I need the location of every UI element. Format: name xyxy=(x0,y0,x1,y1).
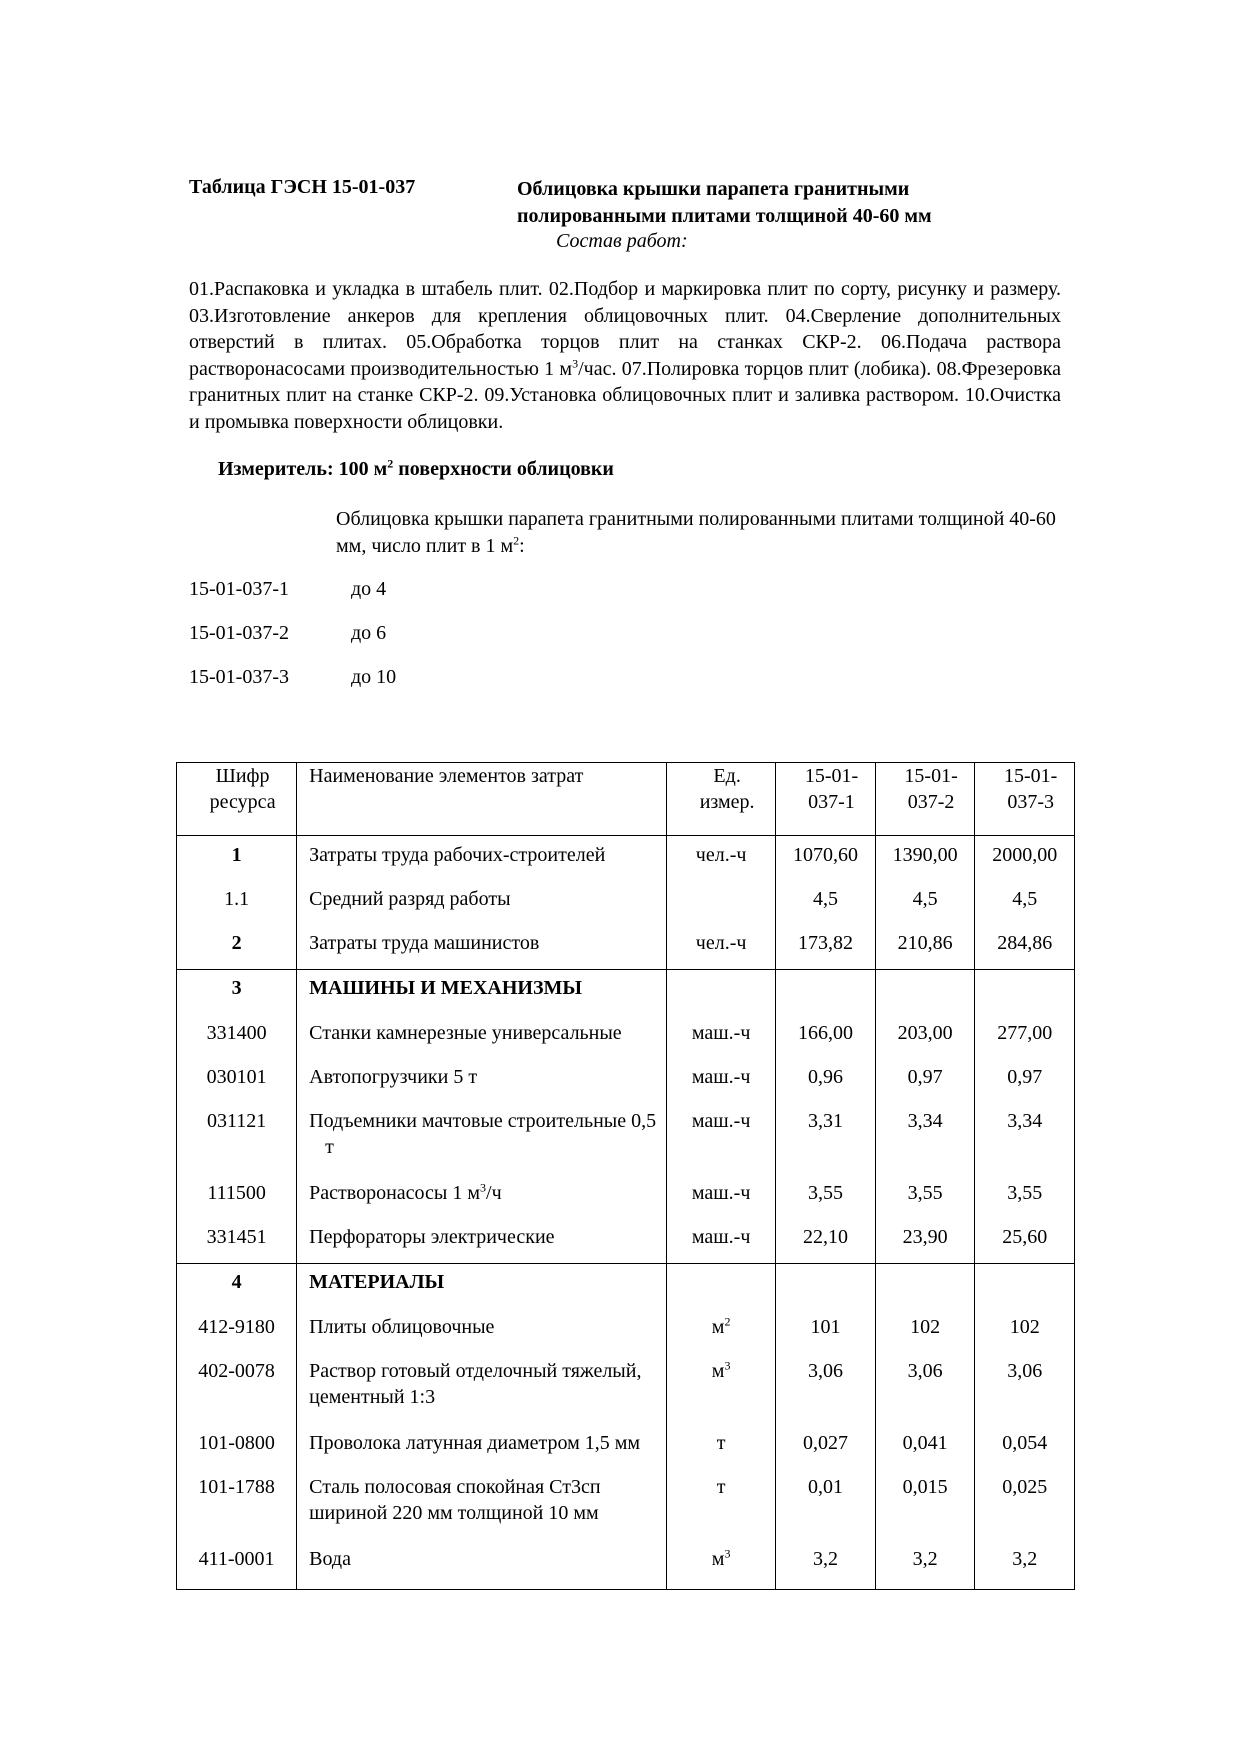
cell-name xyxy=(297,1174,667,1218)
cell-unit-text: м xyxy=(711,1547,725,1570)
cell-v1: 0,027 xyxy=(776,1424,876,1468)
cell-v1 xyxy=(776,1264,876,1308)
cell-v2 xyxy=(875,970,975,1014)
table-row xyxy=(177,880,1075,924)
meter-label: Измеритель: 100 м xyxy=(218,458,388,480)
variant-label: до 4 xyxy=(351,578,387,600)
cell-v3: 102 xyxy=(975,1308,1075,1352)
cell-v3: 0,054 xyxy=(975,1424,1075,1468)
cell-unit xyxy=(667,880,776,924)
works-text-part-b: /час. 07.Полировка торцов плит (лобика). 08.Фрезеровка гранитных плит на станке СКР-2. 09.Установка облицовочных плит и заливка раствором. 10.Очистка и промывка поверхности облицовки. xyxy=(189,357,1061,433)
title-line-1: Облицовка крышки парапета гранитными xyxy=(517,178,910,200)
cell-unit: т xyxy=(667,1468,776,1540)
cell-name: Затраты труда рабочих-строителей xyxy=(297,836,667,880)
header-name: Наименование элементов затрат xyxy=(297,763,667,836)
table-row xyxy=(177,836,1075,880)
cell-code: 030101 xyxy=(177,1058,297,1102)
cell-v3: 2000,00 xyxy=(975,836,1075,880)
resource-table xyxy=(176,762,1075,1590)
header-variant-1 xyxy=(776,763,876,836)
variant-code: 15-01-037-1 xyxy=(189,578,289,600)
table-id: Таблица ГЭСН 15-01-037 xyxy=(189,176,416,198)
cell-name-line2: шириной 220 мм толщиной 10 мм xyxy=(309,1501,599,1524)
header-v2-line1: 15-01- xyxy=(904,765,958,787)
table-row xyxy=(177,1468,1075,1540)
cell-name: МАТЕРИАЛЫ xyxy=(297,1264,667,1308)
cell-v1: 0,01 xyxy=(776,1468,876,1540)
cell-code: 412-9180 xyxy=(177,1308,297,1352)
header-code-line1: Шифр xyxy=(215,765,270,787)
table-row xyxy=(177,1352,1075,1424)
cell-name: Автопогрузчики 5 т xyxy=(297,1058,667,1102)
cell-v2 xyxy=(875,1264,975,1308)
cell-name-line2: т xyxy=(325,1135,334,1158)
cell-v3: 25,60 xyxy=(975,1218,1075,1264)
header-v2-line2: 037-2 xyxy=(907,791,955,813)
variant-label: до 10 xyxy=(351,666,397,688)
cell-code: 4 xyxy=(177,1264,297,1308)
cell-code: 3 xyxy=(177,970,297,1014)
cell-name: Плиты облицовочные xyxy=(297,1308,667,1352)
table-section-row xyxy=(177,1264,1075,1308)
cell-code: 101-1788 xyxy=(177,1468,297,1540)
cell-v3: 0,025 xyxy=(975,1468,1075,1540)
cell-v2: 203,00 xyxy=(875,1014,975,1058)
cell-unit: маш.-ч xyxy=(667,1014,776,1058)
description-text: Облицовка крышки парапета гранитными полированными плитами толщиной 40-60 мм, число плит в 1 м xyxy=(336,508,1056,557)
header-code-line2: ресурса xyxy=(209,791,276,813)
cell-code: 331400 xyxy=(177,1014,297,1058)
cell-unit xyxy=(667,1352,776,1424)
cell-name-tail: /ч xyxy=(486,1181,502,1204)
header-unit-line2: измер. xyxy=(699,791,755,813)
cell-unit xyxy=(667,1308,776,1352)
cell-unit xyxy=(667,1540,776,1590)
variant-row xyxy=(189,666,396,689)
work-composition-text xyxy=(189,276,1061,435)
cell-code: 111500 xyxy=(177,1174,297,1218)
cell-v1: 1070,60 xyxy=(776,836,876,880)
cell-v1: 3,55 xyxy=(776,1174,876,1218)
table-row xyxy=(177,1308,1075,1352)
header-unit-line1: Ед. xyxy=(713,765,741,787)
works-superscript: 3 xyxy=(572,355,579,370)
description-superscript: 2 xyxy=(513,533,520,548)
variant-code: 15-01-037-3 xyxy=(189,666,289,688)
cell-unit-text: м xyxy=(711,1315,725,1338)
variant-row xyxy=(189,578,386,601)
cell-v2: 102 xyxy=(875,1308,975,1352)
header-v3-line2: 037-3 xyxy=(1007,791,1055,813)
table-section-row xyxy=(177,970,1075,1014)
cell-v1: 3,31 xyxy=(776,1102,876,1174)
header-v3-line1: 15-01- xyxy=(1004,765,1058,787)
cell-code: 331451 xyxy=(177,1218,297,1264)
cell-unit xyxy=(667,970,776,1014)
cell-unit: чел.-ч xyxy=(667,836,776,880)
meter-superscript: 2 xyxy=(387,456,394,471)
meter-rest: поверхности облицовки xyxy=(393,458,614,480)
header-v1-line2: 037-1 xyxy=(808,791,855,813)
table-row xyxy=(177,924,1075,970)
cell-v2: 4,5 xyxy=(875,880,975,924)
cell-v2: 3,2 xyxy=(875,1540,975,1590)
variant-row xyxy=(189,622,386,645)
cell-unit: маш.-ч xyxy=(667,1058,776,1102)
cell-name: Станки камнерезные универсальные xyxy=(297,1014,667,1058)
variant-label: до 6 xyxy=(351,622,387,644)
cell-v1: 166,00 xyxy=(776,1014,876,1058)
cell-v1: 3,06 xyxy=(776,1352,876,1424)
cell-name: Проволока латунная диаметром 1,5 мм xyxy=(297,1424,667,1468)
cell-v3: 0,97 xyxy=(975,1058,1075,1102)
cell-v3: 3,55 xyxy=(975,1174,1075,1218)
cell-code: 2 xyxy=(177,924,297,970)
table-row xyxy=(177,1102,1075,1174)
cell-v2: 0,041 xyxy=(875,1424,975,1468)
cell-name xyxy=(297,1468,667,1540)
work-composition-heading: Состав работ: xyxy=(556,230,688,252)
cell-code: 1 xyxy=(177,836,297,880)
cell-unit xyxy=(667,1264,776,1308)
cell-v1: 0,96 xyxy=(776,1058,876,1102)
cell-v3 xyxy=(975,1264,1075,1308)
cell-v2: 0,015 xyxy=(875,1468,975,1540)
cell-v2: 3,34 xyxy=(875,1102,975,1174)
cell-unit-sup: 3 xyxy=(724,1357,731,1372)
header-unit xyxy=(667,763,776,836)
cell-unit-text: м xyxy=(711,1359,725,1382)
cell-name: МАШИНЫ И МЕХАНИЗМЫ xyxy=(297,970,667,1014)
cell-name-line1: Раствор готовый отделочный тяжелый, xyxy=(309,1359,642,1382)
cell-code: 411-0001 xyxy=(177,1540,297,1590)
cell-code: 402-0078 xyxy=(177,1352,297,1424)
cell-code: 031121 xyxy=(177,1102,297,1174)
cell-code: 101-0800 xyxy=(177,1424,297,1468)
cell-v3: 284,86 xyxy=(975,924,1075,970)
table-row xyxy=(177,1058,1075,1102)
cell-unit: маш.-ч xyxy=(667,1174,776,1218)
description-tail: : xyxy=(519,535,525,557)
description xyxy=(336,506,1056,560)
cell-unit: маш.-ч xyxy=(667,1218,776,1264)
cell-unit: т xyxy=(667,1424,776,1468)
cell-name-line2: цементный 1:3 xyxy=(309,1385,436,1408)
cell-name: Затраты труда машинистов xyxy=(297,924,667,970)
header-v1-line1: 15-01- xyxy=(804,765,859,787)
cell-name: Вода xyxy=(297,1540,667,1590)
table-row xyxy=(177,1014,1075,1058)
cell-unit-sup: 2 xyxy=(724,1313,731,1328)
cell-v3 xyxy=(975,970,1075,1014)
header-variant-2 xyxy=(875,763,975,836)
cell-v2: 3,06 xyxy=(875,1352,975,1424)
cell-v1: 3,2 xyxy=(776,1540,876,1590)
cell-v2: 23,90 xyxy=(875,1218,975,1264)
cell-v2: 0,97 xyxy=(875,1058,975,1102)
cell-v1: 4,5 xyxy=(776,880,876,924)
cell-v2: 3,55 xyxy=(875,1174,975,1218)
cell-v2: 1390,00 xyxy=(875,836,975,880)
cell-unit-sup: 3 xyxy=(724,1545,731,1560)
header-variant-3 xyxy=(975,763,1075,836)
cell-v1 xyxy=(776,970,876,1014)
cell-name-line1: Сталь полосовая спокойная Ст3сп xyxy=(309,1475,601,1498)
cell-v3: 3,2 xyxy=(975,1540,1075,1590)
cell-name-sup: 3 xyxy=(480,1179,487,1194)
table-title xyxy=(517,176,987,230)
cell-name xyxy=(297,1352,667,1424)
cell-name: Средний разряд работы xyxy=(297,880,667,924)
cell-unit: чел.-ч xyxy=(667,924,776,970)
cell-code: 1.1 xyxy=(177,880,297,924)
cell-name-text: Растворонасосы 1 м xyxy=(309,1181,481,1204)
table-row xyxy=(177,1540,1075,1590)
cell-name-line1: Подъемники мачтовые строительные 0,5 xyxy=(309,1109,657,1132)
cell-name xyxy=(297,1102,667,1174)
table-row xyxy=(177,1174,1075,1218)
cell-v1: 22,10 xyxy=(776,1218,876,1264)
cell-v1: 173,82 xyxy=(776,924,876,970)
header-code xyxy=(177,763,297,836)
meter-line xyxy=(218,458,614,481)
cell-v1: 101 xyxy=(776,1308,876,1352)
cell-v2: 210,86 xyxy=(875,924,975,970)
table-row xyxy=(177,1218,1075,1264)
title-line-2: полированными плитами толщиной 40-60 мм xyxy=(517,205,932,227)
cell-v3: 3,34 xyxy=(975,1102,1075,1174)
cell-v3: 277,00 xyxy=(975,1014,1075,1058)
cell-v3: 4,5 xyxy=(975,880,1075,924)
variant-code: 15-01-037-2 xyxy=(189,622,289,644)
table-row xyxy=(177,1424,1075,1468)
cell-v3: 3,06 xyxy=(975,1352,1075,1424)
cell-unit: маш.-ч xyxy=(667,1102,776,1174)
table-header-row xyxy=(177,763,1075,836)
cell-name: Перфораторы электрические xyxy=(297,1218,667,1264)
works-text-part-a: 01.Распаковка и укладка в штабель плит. 02.Подбор и маркировка плит по сорту, рисунку и размеру. 03.Изготовление анкеров для крепления облицовочных плит. 04.Сверление дополнительных отверстий в плитах. 05.Обработка торцов плит на станках СКР-2. 06.Подача раствора растворонасосами производительностью 1 м xyxy=(189,278,1061,380)
